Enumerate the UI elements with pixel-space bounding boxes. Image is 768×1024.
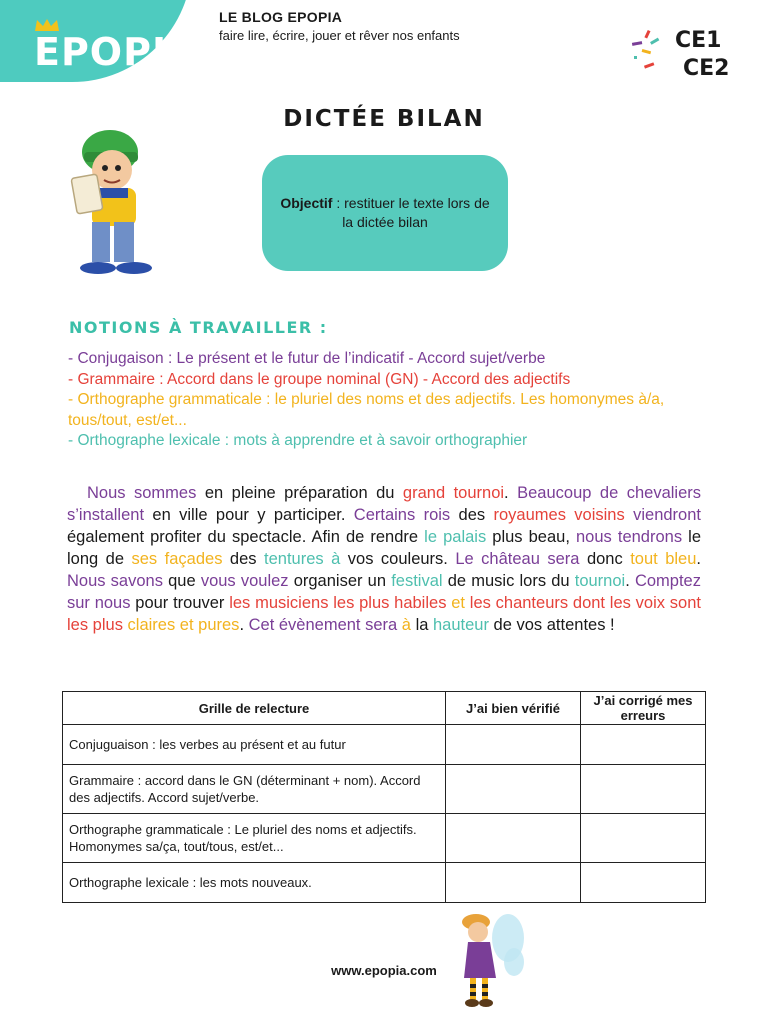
dictation-segment: royaumes voisins: [493, 506, 625, 524]
notion-orthographe-lexicale: - Orthographe lexicale : mots à apprendre et à savoir orthographier: [68, 432, 528, 449]
dictation-segment: Cet évènement sera: [248, 616, 398, 634]
grid-header-criteria: Grille de relecture: [63, 692, 446, 725]
dictation-segment: hauteur: [433, 616, 489, 634]
dictation-segment: pour trouver: [130, 594, 230, 612]
dictation-segment: de vos attentes !: [488, 616, 615, 634]
grid-header-row: [63, 692, 706, 725]
grid-checked-cell[interactable]: [446, 725, 581, 765]
dictation-segment: grand tournoi: [402, 484, 505, 502]
dictation-segment: et: [451, 594, 465, 612]
dictation-segment: en pleine préparation du: [196, 484, 403, 502]
dictation-segment: Comptez sur nous: [67, 572, 701, 612]
dictation-segment: viendront: [633, 506, 701, 524]
dictation-segment: plus beau,: [486, 528, 576, 546]
dictation-segment: tout bleu: [630, 550, 697, 568]
dictation-segment: Nous sommes: [87, 484, 197, 502]
dictation-segment: vous voulez: [200, 572, 289, 590]
grid-header-checked: J’ai bien vérifié: [446, 692, 581, 725]
dictation-segment: Beaucoup de chevaliers s’installent: [67, 484, 701, 524]
logo[interactable]: EPOPIA: [34, 30, 198, 74]
grid-corrected-cell[interactable]: [581, 765, 706, 814]
dictation-segment: [625, 506, 633, 524]
dictation-segment: que: [162, 572, 201, 590]
grid-checked-cell[interactable]: [446, 814, 581, 863]
dictation-segment: vos couleurs.: [340, 550, 456, 568]
notion-orthographe-grammaticale: - Orthographe grammaticale : le pluriel des noms et des adjectifs. Les homonymes à/a, tous/tout, est/et...: [68, 391, 665, 429]
dictation-segment: nous tendrons: [576, 528, 683, 546]
dictation-segment: ses façades: [131, 550, 223, 568]
objective-box: [262, 155, 508, 271]
dictation-segment: claires et pures: [127, 616, 240, 634]
table-row: [63, 863, 706, 903]
review-grid: [62, 691, 706, 903]
notion-conjugaison: - Conjugaison : Le présent et le futur de l’indicatif - Accord sujet/verbe: [68, 350, 546, 367]
boy-reading-illustration: [62, 122, 168, 276]
grid-criterion: Conjuguaison : les verbes au présent et au futur: [63, 725, 446, 765]
blog-tagline: faire lire, écrire, jouer et rêver nos enfants: [219, 28, 460, 43]
dictation-segment: des: [450, 506, 494, 524]
level-ce2: CE2: [683, 56, 730, 81]
dictation-segment: des: [222, 550, 265, 568]
dictation-segment: festival: [391, 572, 443, 590]
level-ce1: CE1: [675, 28, 722, 53]
dictation-segment: .: [625, 572, 635, 590]
objective-label: Objectif: [280, 195, 333, 211]
dictation-segment: organiser un: [288, 572, 392, 590]
dictation-segment: à: [401, 616, 411, 634]
notion-grammaire: - Grammaire : Accord dans le groupe nominal (GN) - Accord des adjectifs: [68, 370, 571, 388]
grid-criterion: Orthographe grammaticale : Le pluriel des noms et adjectifs. Homonymes sa/ça, tout/tous, est/et...: [63, 814, 446, 863]
grid-corrected-cell[interactable]: [581, 863, 706, 903]
fairy-illustration: [452, 908, 528, 1008]
objective-text: : restituer le texte lors de la dictée bilan: [332, 195, 490, 230]
grid-corrected-cell[interactable]: [581, 814, 706, 863]
page-title: DICTÉE BILAN: [283, 106, 485, 132]
dictation-segment: tournoi: [574, 572, 626, 590]
dictation-segment: donc: [579, 550, 631, 568]
footer-url[interactable]: www.epopia.com: [331, 963, 437, 978]
dictation-segment: le palais: [424, 528, 487, 546]
table-row: [63, 814, 706, 863]
dictation-segment: également profiter du spectacle. Afin de rendre: [67, 528, 425, 546]
grid-checked-cell[interactable]: [446, 765, 581, 814]
dictation-segment: en ville pour y participer.: [144, 506, 354, 524]
dictation-segment: Le château sera: [455, 550, 580, 568]
notions-list: [68, 349, 708, 452]
confetti-icon: [628, 26, 664, 74]
dictation-segment: Certains rois: [353, 506, 451, 524]
table-row: [63, 765, 706, 814]
dictation-segment: .: [696, 550, 702, 568]
grid-criterion: Orthographe lexicale : les mots nouveaux.: [63, 863, 446, 903]
dictation-segment: les chanteurs dont les voix sont les plus: [67, 594, 701, 634]
grid-header-corrected: J’ai corrigé mes erreurs: [581, 692, 706, 725]
dictation-segment: la: [410, 616, 433, 634]
grid-corrected-cell[interactable]: [581, 725, 706, 765]
dictation-segment: le long de: [67, 528, 701, 568]
dictation-segment: de music lors du: [442, 572, 575, 590]
notions-title: NOTIONS À TRAVAILLER :: [69, 318, 328, 337]
dictation-segment: tentures à: [264, 550, 341, 568]
grid-checked-cell[interactable]: [446, 863, 581, 903]
dictation-segment: Nous savons: [67, 572, 163, 590]
dictation-segment: les musiciens les plus habiles: [229, 594, 447, 612]
table-row: [63, 725, 706, 765]
dictation-segment: .: [239, 616, 249, 634]
dictation-text: [67, 482, 701, 636]
dictation-segment: .: [504, 484, 518, 502]
blog-name: LE BLOG EPOPIA: [219, 9, 343, 25]
grid-criterion: Grammaire : accord dans le GN (déterminant + nom). Accord des adjectifs. Accord sujet/verbe.: [63, 765, 446, 814]
